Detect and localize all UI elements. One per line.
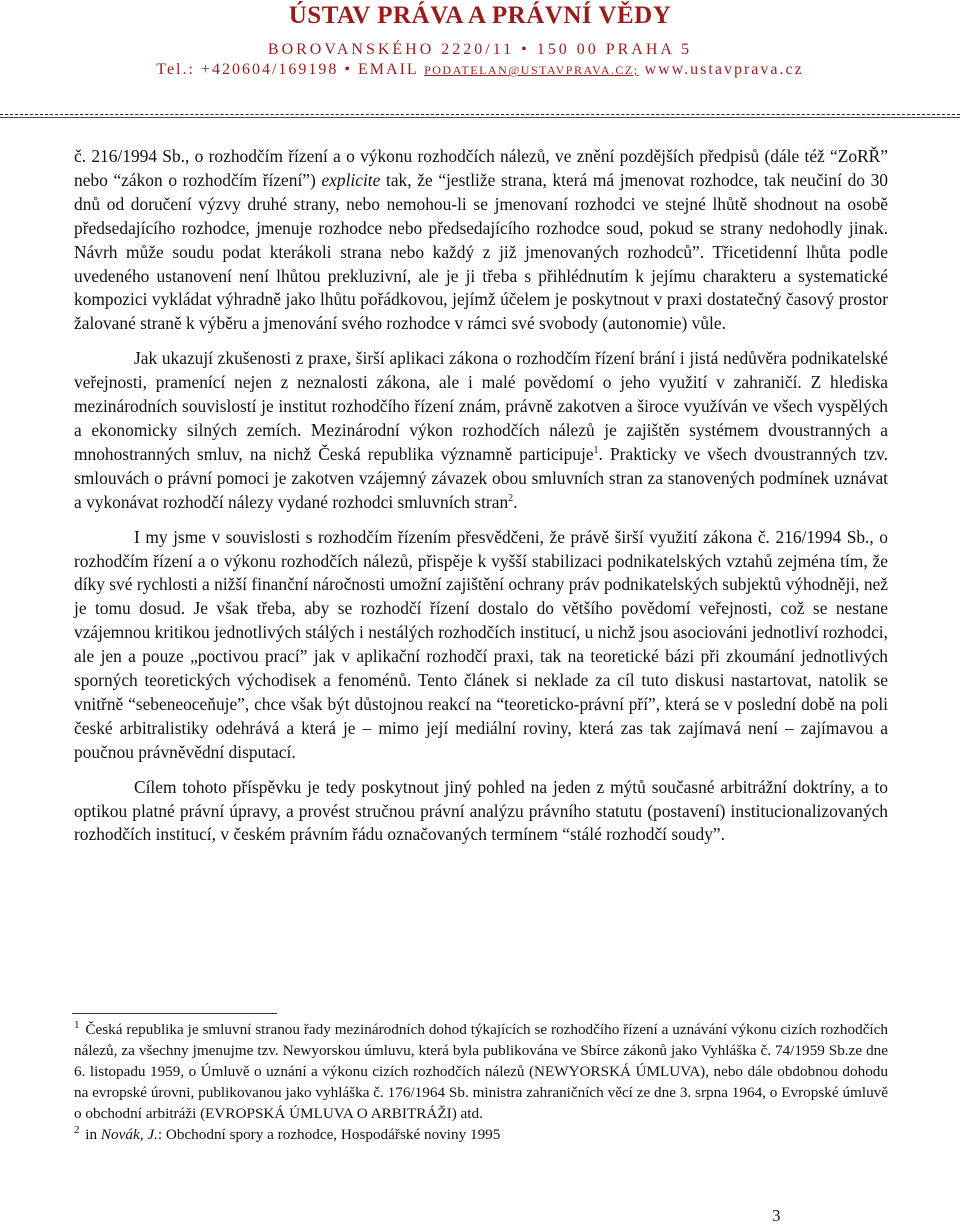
- footnote-2-number: 2: [74, 1123, 80, 1136]
- website-link[interactable]: www.ustavprava.cz: [638, 61, 804, 78]
- footnote-separator: [72, 1013, 277, 1014]
- paragraph-2-text-a: Jak ukazují zkušenosti z praxe, širší aplikaci zákona o rozhodčím řízení brání i jistá nedůvěra podnikatelské veřejnosti, pramenící nejen z neznalosti zákona, ale i malé povědomí o jeho využití v zahraničí. Z hlediska mezinárodních souvislostí je institut rozhodčího řízení znám, právně zakotven a široce využíván ve všech vyspělých a ekonomicky silných zemích. Mezinárodní výkon rozhodčích nálezů je zajištěn systémem dvoustranných a mnohostranných smluv, na nichž Česká republika významně participuje: [74, 348, 888, 464]
- paragraph-1-text-a: č. 216/1994 Sb., o rozhodčím řízení a o výkonu rozhodčích nálezů, ve znění pozdějších předpisů (dále též “ZoRŘ” nebo “zákon o rozhodčím řízení”): [74, 146, 888, 190]
- footnote-2-author: Novák, J.: [100, 1126, 158, 1143]
- footnote-2-prefix: in: [81, 1126, 101, 1143]
- footnote-ref-2[interactable]: 2: [508, 492, 514, 504]
- header-divider-lower: [0, 117, 960, 118]
- paragraph-2-text-b: . Prakticky ve všech dvoustranných tzv. smlouvách o právní pomoci je zakotven vzájemný závazek obou smluvních stran za stanovených podmínek uznávat a vykonávat rozhodčí nálezy vydané rozhodci smluvních stran: [74, 443, 888, 512]
- paragraph-2: [74, 347, 888, 514]
- paragraph-2-text-c: .: [513, 491, 518, 512]
- paragraph-3: I my jsme v souvislosti s rozhodčím řízením přesvědčeni, že právě širší využití zákona č. 216/1994 Sb., o rozhodčím řízení a o výkonu rozhodčích nálezů, přispěje k vyšší stabilizaci podnikatelských vztahů zejména tím, že díky své rychlosti a nižší finanční náročnosti umožní zajištění ochrany práv podnikatelských subjektů výhodněji, než je tomu dosud. Je však třeba, aby se rozhodčí řízení dostalo do většího povědomí veřejnosti, což se nestane vzájemnou kritikou jednotlivých stálých i nestálých rozhodčích institucí, u nichž jsou asociováni jednotliví rozhodci, ale jen a pouze „poctivou prací” jak v aplikační rozhodčí praxi, tak na teoretické bázi při zkoumání jednotlivých sporných teoretických východisek a fenoménů. Tento článek si neklade za cíl tuto diskusi nastartovat, natolik se vnitřně “sebeneoceňuje”, chce však být důstojnou reakcí na “teoreticko-právní pří”, která se v poslední době na poli české arbitralistiky odehrává a která je – mimo její mediální roviny, která zas tak zajímavá není – zajímavou a poučnou právněvědní disputací.: [74, 526, 888, 762]
- footnote-1-number: 1: [74, 1018, 80, 1031]
- paragraph-4: Cílem tohoto příspěvku je tedy poskytnout jiný pohled na jeden z mýtů současné arbitrážní doktríny, a to optikou platné právní úpravy, a provést stručnou právní analýzu právního statutu (postavení) institucionalizovaných rozhodčích institucí, v českém právním řádu označovaných termínem “stálé rozhodčí soudy”.: [74, 776, 888, 845]
- phone-and-email-label: Tel.: +420604/169198 • EMAIL: [156, 61, 425, 78]
- footnote-2-rest: : Obchodní spory a rozhodce, Hospodářské noviny 1995: [157, 1126, 501, 1143]
- paragraph-1-italic: explicite: [321, 169, 381, 190]
- footnotes: [74, 1019, 888, 1145]
- organization-name: ÚSTAV PRÁVA A PRÁVNÍ VĚDY: [288, 2, 672, 29]
- header-divider: [0, 114, 960, 115]
- footnote-1-text: Česká republika je smluvní stranou řady mezinárodních dohod týkajících se rozhodčího řízení a uznávání výkonu cizích rozhodčích nálezů, za všechny jmenujme tzv. Newyorskou úmluvu, která byla publikována ve Sbírce zákonů jako Vyhláška č. 74/1959 Sb.ze dne 6. listopadu 1959, o Úmluvě o uznání a výkonu cizích rozhodčích nálezů (NEWYORSKÁ ÚMLUVA), nebo dále obdobnou dohodu na evropské úrovni, publikovanou jako vyhláška č. 176/1964 Sb. ministra zahraničních věcí ze dne 3. srpna 1964, o Evropské úmluvě o obchodní arbitráži (EVROPSKÁ ÚMLUVA O ARBITRÁŽI) atd.: [74, 1021, 888, 1122]
- page-number: 3: [772, 1206, 781, 1225]
- paragraph-1-text-b: tak, že “jestliže strana, která má jmenovat rozhodce, tak neučiní do 30 dnů od doručení výzvy druhé strany, nebo nemohou-li se jmenovaní rozhodci ve stejné lhůtě shodnout na osobě předsedajícího rozhodce, jmenuje rozhodce nebo předsedajícího rozhodce soud, pokud se strany nedohodly jinak. Návrh může soudu podat kterákoli strana nebo každý z již jmenovaných rozhodců”. Třicetidenní lhůta podle uvedeného ustanovení není lhůtou prekluzivní, ale je ji třeba s přihlédnutím k jejímu charakteru a systematické kompozici vykládat výhradně jako lhůtu pořádkovou, jejímž účelem je poskytnout v praxi dostatečný časový prostor žalované straně k výběru a jmenování svého rozhodce v rámci své svobody (autonomie) vůle.: [74, 169, 888, 334]
- footnote-1: [74, 1019, 888, 1124]
- organization-contact: [0, 60, 960, 80]
- email-link[interactable]: PODATELAN@USTAVPRAVA.CZ;: [424, 63, 639, 77]
- footnote-2: [74, 1124, 888, 1145]
- letterhead: [0, 2, 960, 80]
- paragraph-1: [74, 145, 888, 336]
- footnote-ref-1[interactable]: 1: [593, 445, 599, 457]
- organization-address: BOROVANSKÉHO 2220/11 • 150 00 PRAHA 5: [267, 41, 693, 58]
- article-body: [74, 145, 888, 858]
